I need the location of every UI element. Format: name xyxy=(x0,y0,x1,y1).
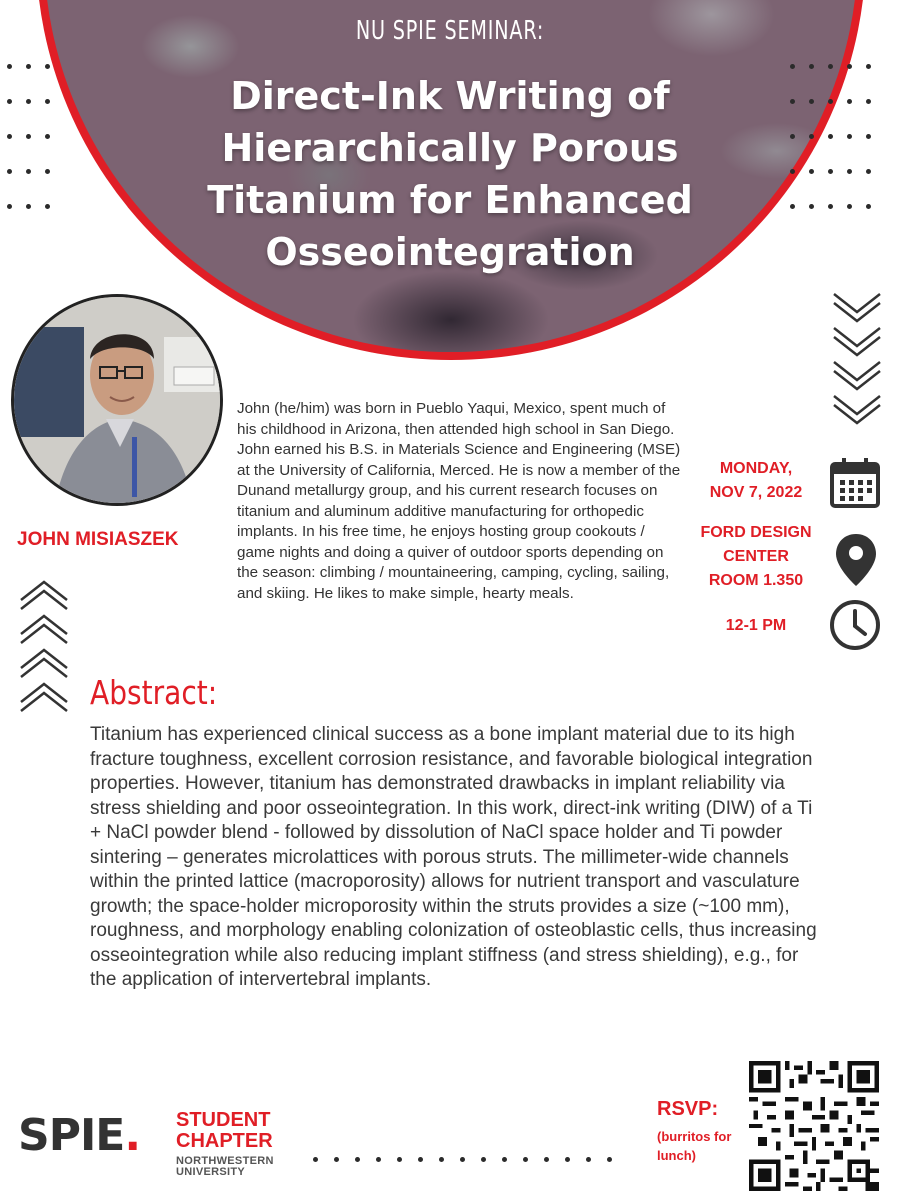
decorative-dots-bottom xyxy=(313,1157,612,1162)
event-date xyxy=(686,457,826,505)
event-location xyxy=(686,521,826,593)
clock-icon xyxy=(828,598,882,652)
event-location-line3: ROOM 1.350 xyxy=(708,572,804,589)
spie-student-chapter-logo xyxy=(18,1109,274,1178)
speaker-photo xyxy=(11,294,223,506)
abstract-text: Titanium has experienced clinical success as a bone implant material due to its high fracture toughness, excellent corrosion resistance, and favorable biological integration properties. However, titanium has demonstrated drawbacks in implant reliability via stress shielding and poor osseointegration. In this work, direct-ink writing (DIW) of a Ti + NaCl powder blend - followed by dissolution of NaCl space holder and Ti powder sintering – generates microlattices with porous struts. The millimeter-wide channels within the printed lattice (macroporosity) allows for nutrient transport and vasculature growth; the space-holder microporosity within the struts provides a size (~100 mm), roughness, and morphology enabling colonization of osteoblastic cells, thus increasing osseointegration while also reducing implant stiffness (and stress shielding), e.g., for the application of intervertebral implants. xyxy=(90,724,817,990)
event-time: 12-1 PM xyxy=(725,617,787,634)
location-pin-icon xyxy=(834,532,878,588)
event-date-full: NOV 7, 2022 xyxy=(709,484,803,501)
event-location-line2: CENTER xyxy=(723,548,789,565)
event-location-line1: FORD DESIGN xyxy=(700,524,812,541)
rsvp-qr-code[interactable] xyxy=(749,1061,879,1191)
decorative-dots-left xyxy=(7,64,50,209)
decorative-dots-right xyxy=(790,64,871,209)
logo-spie-wordmark: SPIE. xyxy=(18,1110,141,1161)
logo-student-chapter: STUDENT CHAPTER xyxy=(176,1109,273,1152)
logo-northwestern: NORTHWESTERN UNIVERSITY xyxy=(176,1155,274,1178)
chevron-down-icon-group xyxy=(830,290,884,426)
seminar-title: Direct-Ink Writing of Hierarchically Porous Titanium for Enhanced Osseointegration xyxy=(207,74,693,274)
speaker-name: JOHN MISIASZEK xyxy=(17,529,179,550)
rsvp-label: RSVP: xyxy=(657,1098,719,1120)
speaker-bio: John (he/him) was born in Pueblo Yaqui, Mexico, spent much of his childhood in Arizona, then attended high school in San Diego. John earned his B.S. in Materials Science and Engineering (MSE) at the University of California, Merced. He is now a member of the Dunand metallurgy group, and his current research focuses on titanium and aluminum additive manufacturing for orthopedic implants. In his free time, he enjoys hosting group cookouts / game nights and doing a quiver of outdoor sports depending on the season: climbing / mountaineering, camping, cycling, sailing, and skiing. He likes to make simple, hearty meals. xyxy=(237,400,681,602)
calendar-icon xyxy=(829,457,881,509)
chevron-up-icon-group xyxy=(18,578,70,716)
seminar-kicker: NU SPIE SEMINAR: xyxy=(355,16,545,46)
rsvp-note: (burritos for lunch) xyxy=(657,1129,732,1163)
event-date-day: MONDAY, xyxy=(719,460,793,477)
abstract-heading: Abstract: xyxy=(90,673,218,712)
